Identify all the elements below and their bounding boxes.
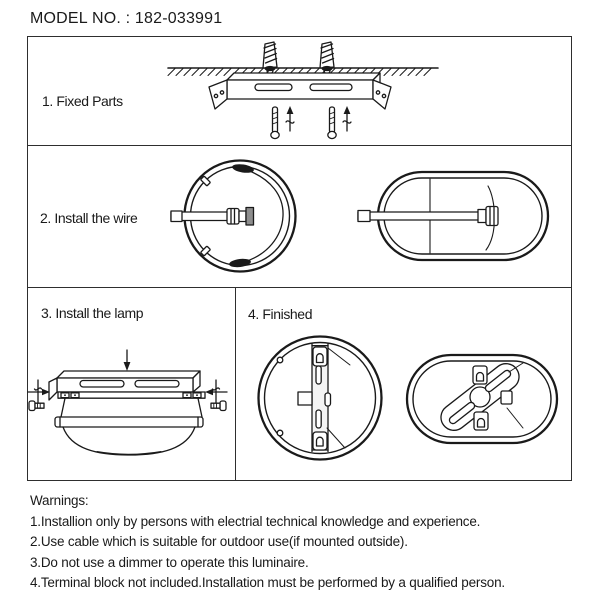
row-divider-2 — [27, 287, 572, 288]
wire-icon — [358, 211, 480, 222]
fixed-parts-diagram — [160, 37, 460, 145]
cable-gland-icon — [171, 208, 254, 226]
lamp-base-icon — [55, 392, 205, 455]
warning-line: 1.Installion only by persons with electrial technical knowledge and experience. — [30, 513, 481, 529]
round-fixture-back-diagram — [255, 331, 385, 465]
step-4-label: 4. Finished — [248, 306, 313, 322]
cable-gland-icon — [478, 207, 498, 226]
screw-icon — [271, 106, 294, 139]
screw-icon — [328, 106, 351, 139]
column-divider — [235, 287, 236, 481]
warning-line: 4.Terminal block not included.Installation must be performed by a qualified person. — [30, 575, 505, 591]
warnings-block — [30, 491, 505, 594]
model-number-label: MODEL NO. : 182-033991 — [30, 10, 223, 27]
step-3-label: 3. Install the lamp — [41, 305, 144, 321]
warnings-title: Warnings: — [30, 493, 89, 508]
screw-hole-icon — [277, 357, 283, 363]
step-1-label: 1. Fixed Parts — [42, 93, 123, 109]
side-screw-icon — [28, 380, 50, 411]
side-screw-icon — [205, 380, 227, 411]
step-2-label: 2. Install the wire — [40, 210, 138, 226]
screw-hole-icon — [277, 430, 283, 436]
warning-line: 3.Do not use a dimmer to operate this luminaire. — [30, 554, 309, 570]
down-arrow-icon — [124, 350, 131, 371]
mounting-strip-icon — [298, 344, 331, 452]
row-divider-1 — [27, 145, 572, 146]
round-fixture-wire-diagram — [168, 156, 300, 278]
install-lamp-diagram — [25, 342, 230, 477]
warning-line: 2.Use cable which is suitable for outdoor use(if mounted outside). — [30, 534, 408, 550]
oval-fixture-back-diagram — [403, 350, 565, 448]
mounting-bracket-icon — [209, 73, 391, 109]
oval-fixture-wire-diagram — [338, 156, 552, 274]
wall-anchor-icon — [263, 42, 277, 77]
